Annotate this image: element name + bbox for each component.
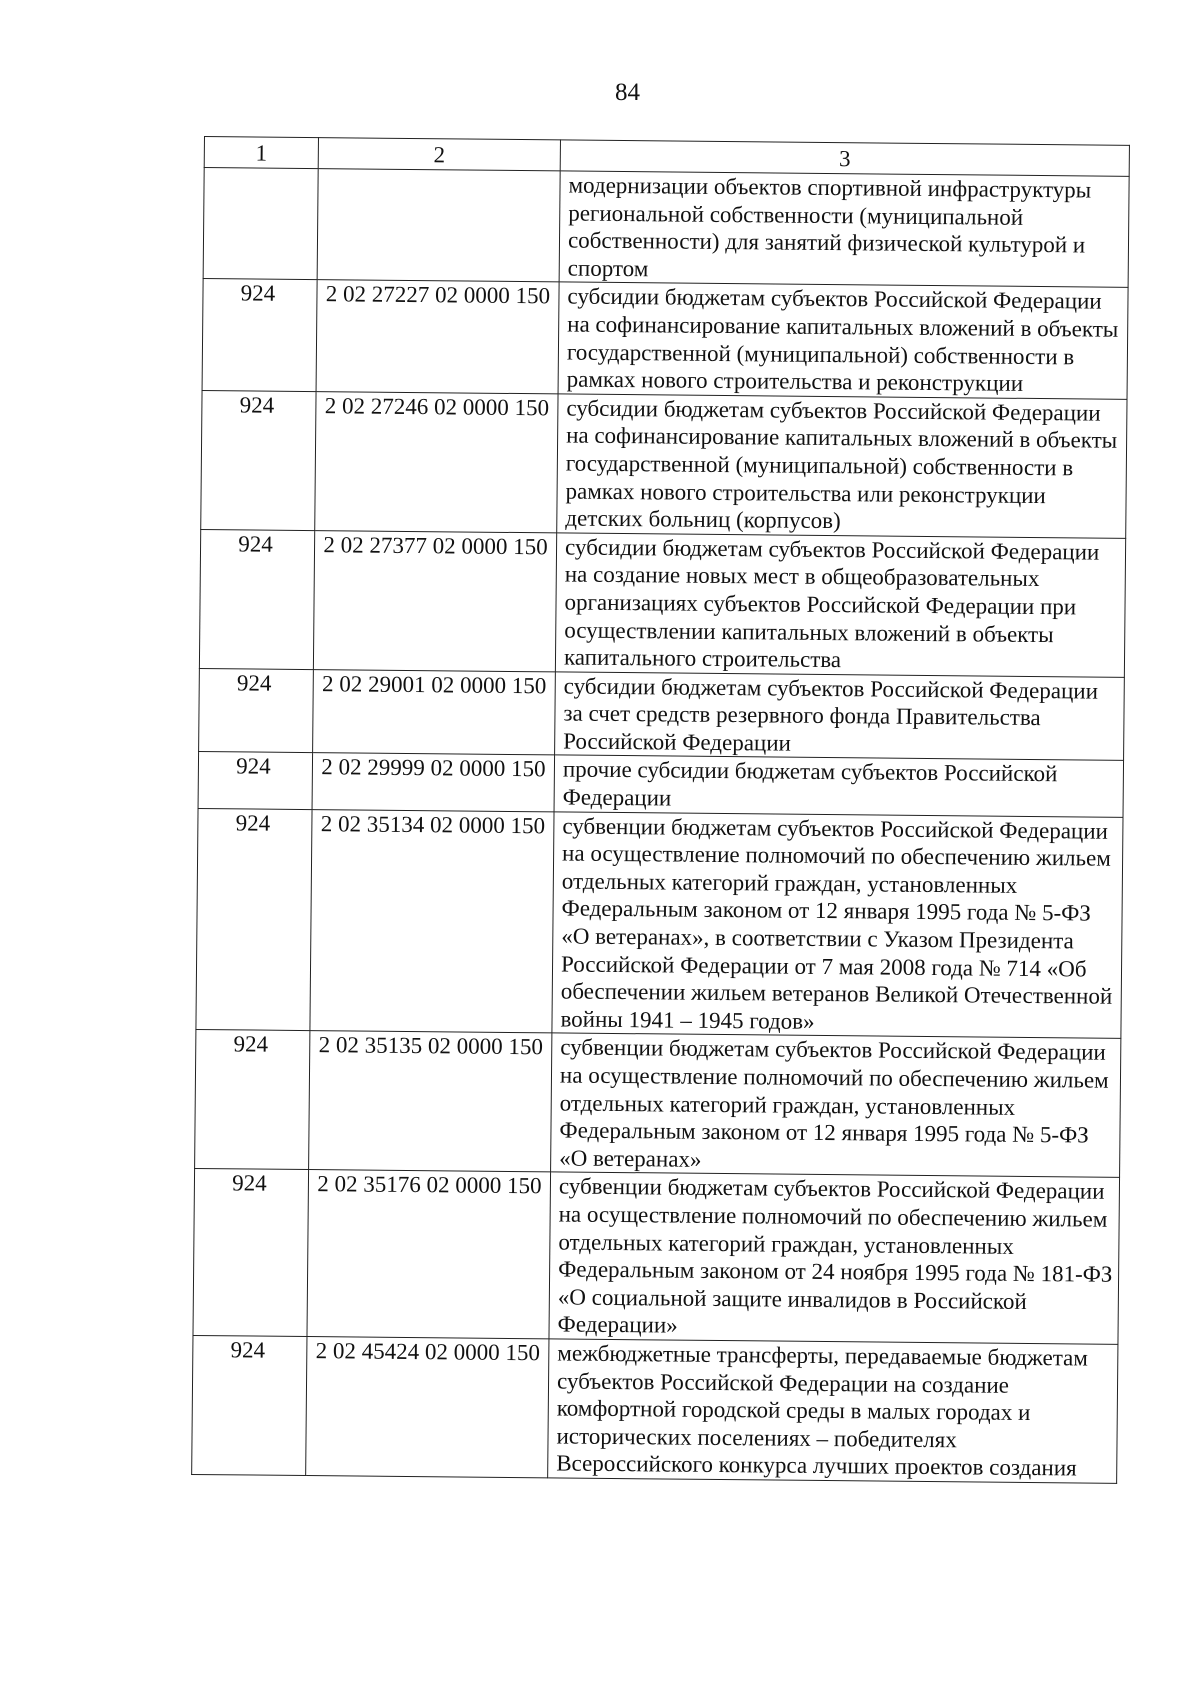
budget-codes-table	[191, 136, 1130, 1484]
table-row	[202, 279, 1128, 399]
admin-code-cell: 924	[199, 529, 314, 669]
admin-code-cell: 924	[196, 808, 312, 1031]
table-row	[199, 668, 1125, 761]
description-cell: модернизации объектов спортивной инфраструктуры региональной собственности (муниципальной собственности) для занятий физической культурой и спортом	[559, 171, 1129, 288]
table-row	[199, 529, 1125, 677]
column-header-1: 1	[204, 137, 318, 169]
budget-code-cell: 2 02 29001 02 0000 150	[313, 669, 556, 755]
description-cell: субсидии бюджетам субъектов Российской Федерации на создание новых мест в общеобразовательных организациях субъектов Российской Федерации при осуществлении капитальных вложений в объекты капитального строительства	[555, 533, 1125, 677]
budget-code-cell	[317, 169, 560, 283]
description-cell: субсидии бюджетам субъектов Российской Федерации на софинансирование капитальных вложений в объекты государственной (муниципальной) собственности в рамках нового строительства или реконструкции детских больниц (корпусов)	[557, 394, 1127, 538]
column-header-2: 2	[318, 138, 560, 171]
page-number: 84	[615, 79, 640, 106]
description-cell: межбюджетные трансферты, передаваемые бюджетам субъектов Российской Федерации на создание комфортной городской среды в малых городах и исторических поселениях – победителях Всероссийского конкурса лучших проектов создания	[548, 1339, 1118, 1483]
budget-code-cell: 2 02 35176 02 0000 150	[307, 1170, 551, 1339]
table-row	[195, 1030, 1121, 1178]
budget-code-cell: 2 02 29999 02 0000 150	[312, 753, 555, 812]
admin-code-cell	[203, 168, 318, 280]
description-cell: субсидии бюджетам субъектов Российской Федерации на софинансирование капитальных вложений в объекты государственной (муниципальной) собственности в рамках нового строительства и реконструкции	[558, 282, 1128, 399]
table-row	[192, 1335, 1118, 1483]
description-cell: субвенции бюджетам субъектов Российской Федерации на осуществление полномочий по обеспечению жильем отдельных категорий граждан, установленных Федеральным законом от 24 ноября 1995 года № 181-ФЗ «О социальной защите инвалидов в Российской Федерации»	[549, 1172, 1120, 1344]
table-row	[203, 168, 1129, 288]
description-cell: субвенции бюджетам субъектов Российской Федерации на осуществление полномочий по обеспечению жильем отдельных категорий граждан, установленных Федеральным законом от 12 января 1995 года № 5-ФЗ «О ветеранах», в соответствии с Указом Президента Российской Федерации от 7 мая 2008 года № 714 «Об обеспечении жильем ветеранов Великой Отечественной войны 1941 – 1945 годов»	[552, 812, 1123, 1039]
table-row	[201, 390, 1127, 538]
admin-code-cell: 924	[192, 1335, 307, 1475]
description-cell: прочие субсидии бюджетам субъектов Российской Федерации	[554, 755, 1124, 817]
description-cell: субсидии бюджетам субъектов Российской Федерации за счет средств резервного фонда Правительства Российской Федерации	[555, 672, 1125, 761]
admin-code-cell: 924	[193, 1169, 309, 1337]
table-body	[192, 168, 1130, 1484]
admin-code-cell: 924	[202, 279, 317, 391]
budget-code-cell: 2 02 35135 02 0000 150	[309, 1031, 552, 1172]
table-row	[196, 808, 1123, 1039]
admin-code-cell: 924	[201, 390, 316, 530]
admin-code-cell: 924	[195, 1030, 310, 1170]
table-row	[198, 752, 1123, 817]
admin-code-cell: 924	[199, 668, 314, 753]
column-header-3: 3	[560, 140, 1129, 176]
budget-code-cell: 2 02 27227 02 0000 150	[316, 280, 559, 394]
table-row	[193, 1169, 1120, 1344]
budget-code-cell: 2 02 27377 02 0000 150	[313, 530, 556, 671]
budget-code-cell: 2 02 45424 02 0000 150	[306, 1336, 549, 1477]
admin-code-cell: 924	[198, 752, 313, 809]
description-cell: субвенции бюджетам субъектов Российской Федерации на осуществление полномочий по обеспечению жильем отдельных категорий граждан, установленных Федеральным законом от 12 января 1995 года № 5-ФЗ «О ветеранах»	[551, 1033, 1121, 1177]
budget-code-cell: 2 02 27246 02 0000 150	[315, 391, 558, 532]
budget-code-cell: 2 02 35134 02 0000 150	[310, 809, 554, 1033]
